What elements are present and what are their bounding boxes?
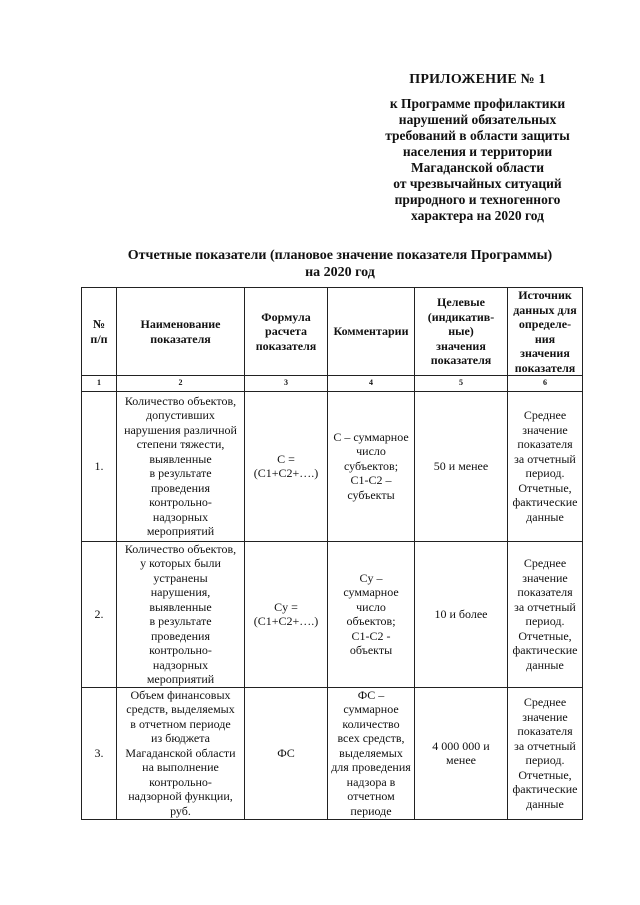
header-text: п/п [90, 331, 108, 346]
cell-line: фактические [512, 782, 578, 796]
indicator-source [508, 541, 583, 687]
cell-line: устранены [153, 570, 208, 585]
header-text: показателя [255, 338, 317, 353]
column-number: 4 [328, 376, 415, 392]
cell-line: C1-C2 – [350, 473, 392, 488]
cell-line: выделяемых [339, 745, 403, 760]
cell-line: на выполнение [142, 760, 219, 775]
header-text: данных для [513, 302, 577, 317]
header-comment [328, 288, 415, 376]
indicator-formula [245, 541, 328, 687]
cell-line: мероприятий [146, 672, 215, 686]
column-number: 1 [82, 376, 117, 392]
cell-line: Отчетные, [518, 480, 572, 495]
column-number: 5 [415, 376, 508, 392]
cell-line: за отчетный [514, 738, 576, 753]
cell-line: показателя [517, 724, 573, 738]
cell-line: для проведения [331, 760, 411, 775]
cell-line: субъекты [347, 487, 395, 502]
indicator-name [117, 391, 245, 541]
header-name [117, 288, 245, 376]
indicator-source [508, 687, 583, 819]
header-text: ные) [448, 324, 474, 339]
cell-line: Среднее [523, 556, 567, 570]
header-number [82, 288, 117, 376]
cell-line: фактические [512, 643, 578, 657]
cell-line: значение [522, 422, 568, 437]
cell-line: период. [525, 753, 565, 767]
indicator-source [508, 391, 583, 541]
appendix-line: нарушений обязательных [398, 112, 557, 127]
column-number: 2 [117, 376, 245, 392]
cell-line: 10 и более [434, 606, 488, 621]
cell-line: период. [525, 466, 565, 480]
indicators-table [81, 287, 583, 820]
header-text: Комментарии [333, 324, 409, 339]
cell-line: данные [526, 657, 564, 672]
appendix-line: от чрезвычайных ситуаций [393, 176, 562, 191]
header-text: Наименование [140, 317, 221, 331]
cell-line: (C1+C2+….) [253, 466, 319, 480]
header-text: расчета [265, 324, 307, 339]
cell-line: значение [522, 570, 568, 585]
indicator-name [117, 687, 245, 819]
cell-line: надзора в [346, 774, 396, 789]
table-row [82, 541, 583, 687]
cell-line: ФС – [357, 687, 385, 702]
header-text: № [92, 317, 106, 331]
cell-line: Среднее [523, 695, 567, 709]
appendix-line: природного и техногенного [394, 192, 561, 207]
indicator-comment [328, 687, 415, 819]
appendix-line: к Программе профилактики [389, 96, 566, 111]
cell-line: нарушения, [150, 585, 211, 599]
header-text: показателя [514, 360, 576, 375]
row-number: 3. [82, 687, 117, 819]
table-header-row [82, 288, 583, 376]
cell-line: Объем финансовых [130, 687, 231, 702]
cell-line: у которых были [140, 556, 221, 570]
indicator-comment [328, 541, 415, 687]
cell-line: C – суммарное [333, 429, 409, 444]
indicator-target [415, 391, 508, 541]
cell-line: в результате [149, 614, 212, 628]
cell-line: степени тяжести, [136, 437, 225, 451]
cell-line: (C1+C2+….) [253, 614, 319, 628]
cell-line: выявленные [149, 451, 212, 466]
header-source [508, 288, 583, 376]
cell-line: 4 000 000 и [432, 738, 490, 753]
cell-line: Среднее [523, 408, 567, 422]
cell-line: нарушения различной [124, 422, 237, 437]
header-target [415, 288, 508, 376]
appendix-header [360, 72, 595, 224]
cell-line: количество [342, 716, 400, 731]
cell-line: 50 и менее [433, 458, 489, 473]
cell-line: показателя [517, 437, 573, 451]
cell-line: допустивших [146, 408, 215, 422]
cell-line: надзорных [152, 509, 209, 524]
row-number: 2. [82, 541, 117, 687]
cell-line: Отчетные, [518, 767, 572, 782]
document-title-line: на 2020 год [305, 265, 375, 280]
header-text: Формула [261, 309, 311, 324]
cell-line: Cу = [274, 599, 298, 614]
cell-line: контрольно- [149, 774, 212, 789]
appendix-line: требований в области защиты [385, 128, 570, 143]
cell-line: всех средств, [337, 731, 405, 746]
cell-line: число [356, 444, 386, 459]
column-number: 6 [508, 376, 583, 392]
header-text: ния [534, 331, 556, 346]
cell-line: за отчетный [514, 599, 576, 614]
appendix-line: населения и территории [402, 144, 553, 159]
table-row [82, 687, 583, 819]
column-number: 3 [245, 376, 328, 392]
header-text: значения [436, 338, 486, 353]
cell-line: выявленные [149, 599, 212, 614]
header-formula [245, 288, 328, 376]
header-text: определе- [518, 317, 572, 331]
cell-line: Количество объектов, [124, 393, 237, 408]
indicator-formula [245, 687, 328, 819]
indicator-target [415, 687, 508, 819]
cell-line: суммарное [343, 585, 399, 599]
cell-line: Магаданской области [125, 745, 236, 760]
cell-line: данные [526, 796, 564, 811]
cell-line: надзорных [152, 657, 209, 672]
cell-line: надзорной функции, [128, 789, 233, 804]
indicator-target [415, 541, 508, 687]
cell-line: показателя [517, 585, 573, 599]
cell-line: значение [522, 709, 568, 724]
header-text: Источник [518, 288, 572, 302]
cell-line: суммарное [343, 702, 399, 717]
cell-line: Отчетные, [518, 628, 572, 643]
cell-line: средств, выделяемых [126, 702, 235, 717]
cell-line: Cу – [359, 570, 383, 585]
cell-line: руб. [170, 803, 191, 818]
row-number: 1. [82, 391, 117, 541]
cell-line: из бюджета [151, 731, 210, 746]
cell-line: число [356, 599, 386, 614]
cell-line: объектов; [346, 614, 396, 628]
cell-line: Количество объектов, [124, 541, 237, 556]
document-title-line: Отчетные показатели (плановое значение показателя Программы) [127, 248, 553, 263]
cell-line: проведения [151, 480, 210, 495]
cell-line: C1-C2 - [351, 628, 391, 643]
header-text: значения [520, 346, 570, 360]
cell-line: объекты [349, 643, 393, 657]
cell-line: контрольно- [149, 643, 212, 657]
cell-line: субъектов; [343, 458, 399, 473]
header-text: (индикатив- [427, 309, 495, 324]
cell-line: менее [446, 753, 476, 767]
table-row [82, 391, 583, 541]
appendix-title: ПРИЛОЖЕНИЕ № 1 [409, 72, 546, 87]
cell-line: за отчетный [514, 451, 576, 466]
cell-line: ФС [277, 745, 295, 760]
indicator-comment [328, 391, 415, 541]
header-text: показателя [430, 353, 492, 368]
indicator-name [117, 541, 245, 687]
cell-line: данные [526, 509, 564, 524]
cell-line: контрольно- [149, 495, 212, 509]
indicator-formula [245, 391, 328, 541]
header-text: Целевые [437, 295, 485, 310]
cell-line: мероприятий [146, 524, 215, 538]
appendix-line: характера на 2020 год [411, 208, 544, 223]
column-number-row [82, 376, 583, 392]
cell-line: отчетном [347, 789, 395, 804]
document-title [95, 247, 585, 281]
cell-line: C = [277, 451, 295, 466]
cell-line: фактические [512, 495, 578, 509]
cell-line: проведения [151, 628, 210, 643]
cell-line: периоде [350, 803, 392, 818]
cell-line: период. [525, 614, 565, 628]
header-text: показателя [150, 331, 211, 346]
appendix-line: Магаданской области [410, 160, 545, 175]
cell-line: в отчетном периоде [130, 716, 231, 731]
cell-line: в результате [149, 466, 212, 480]
